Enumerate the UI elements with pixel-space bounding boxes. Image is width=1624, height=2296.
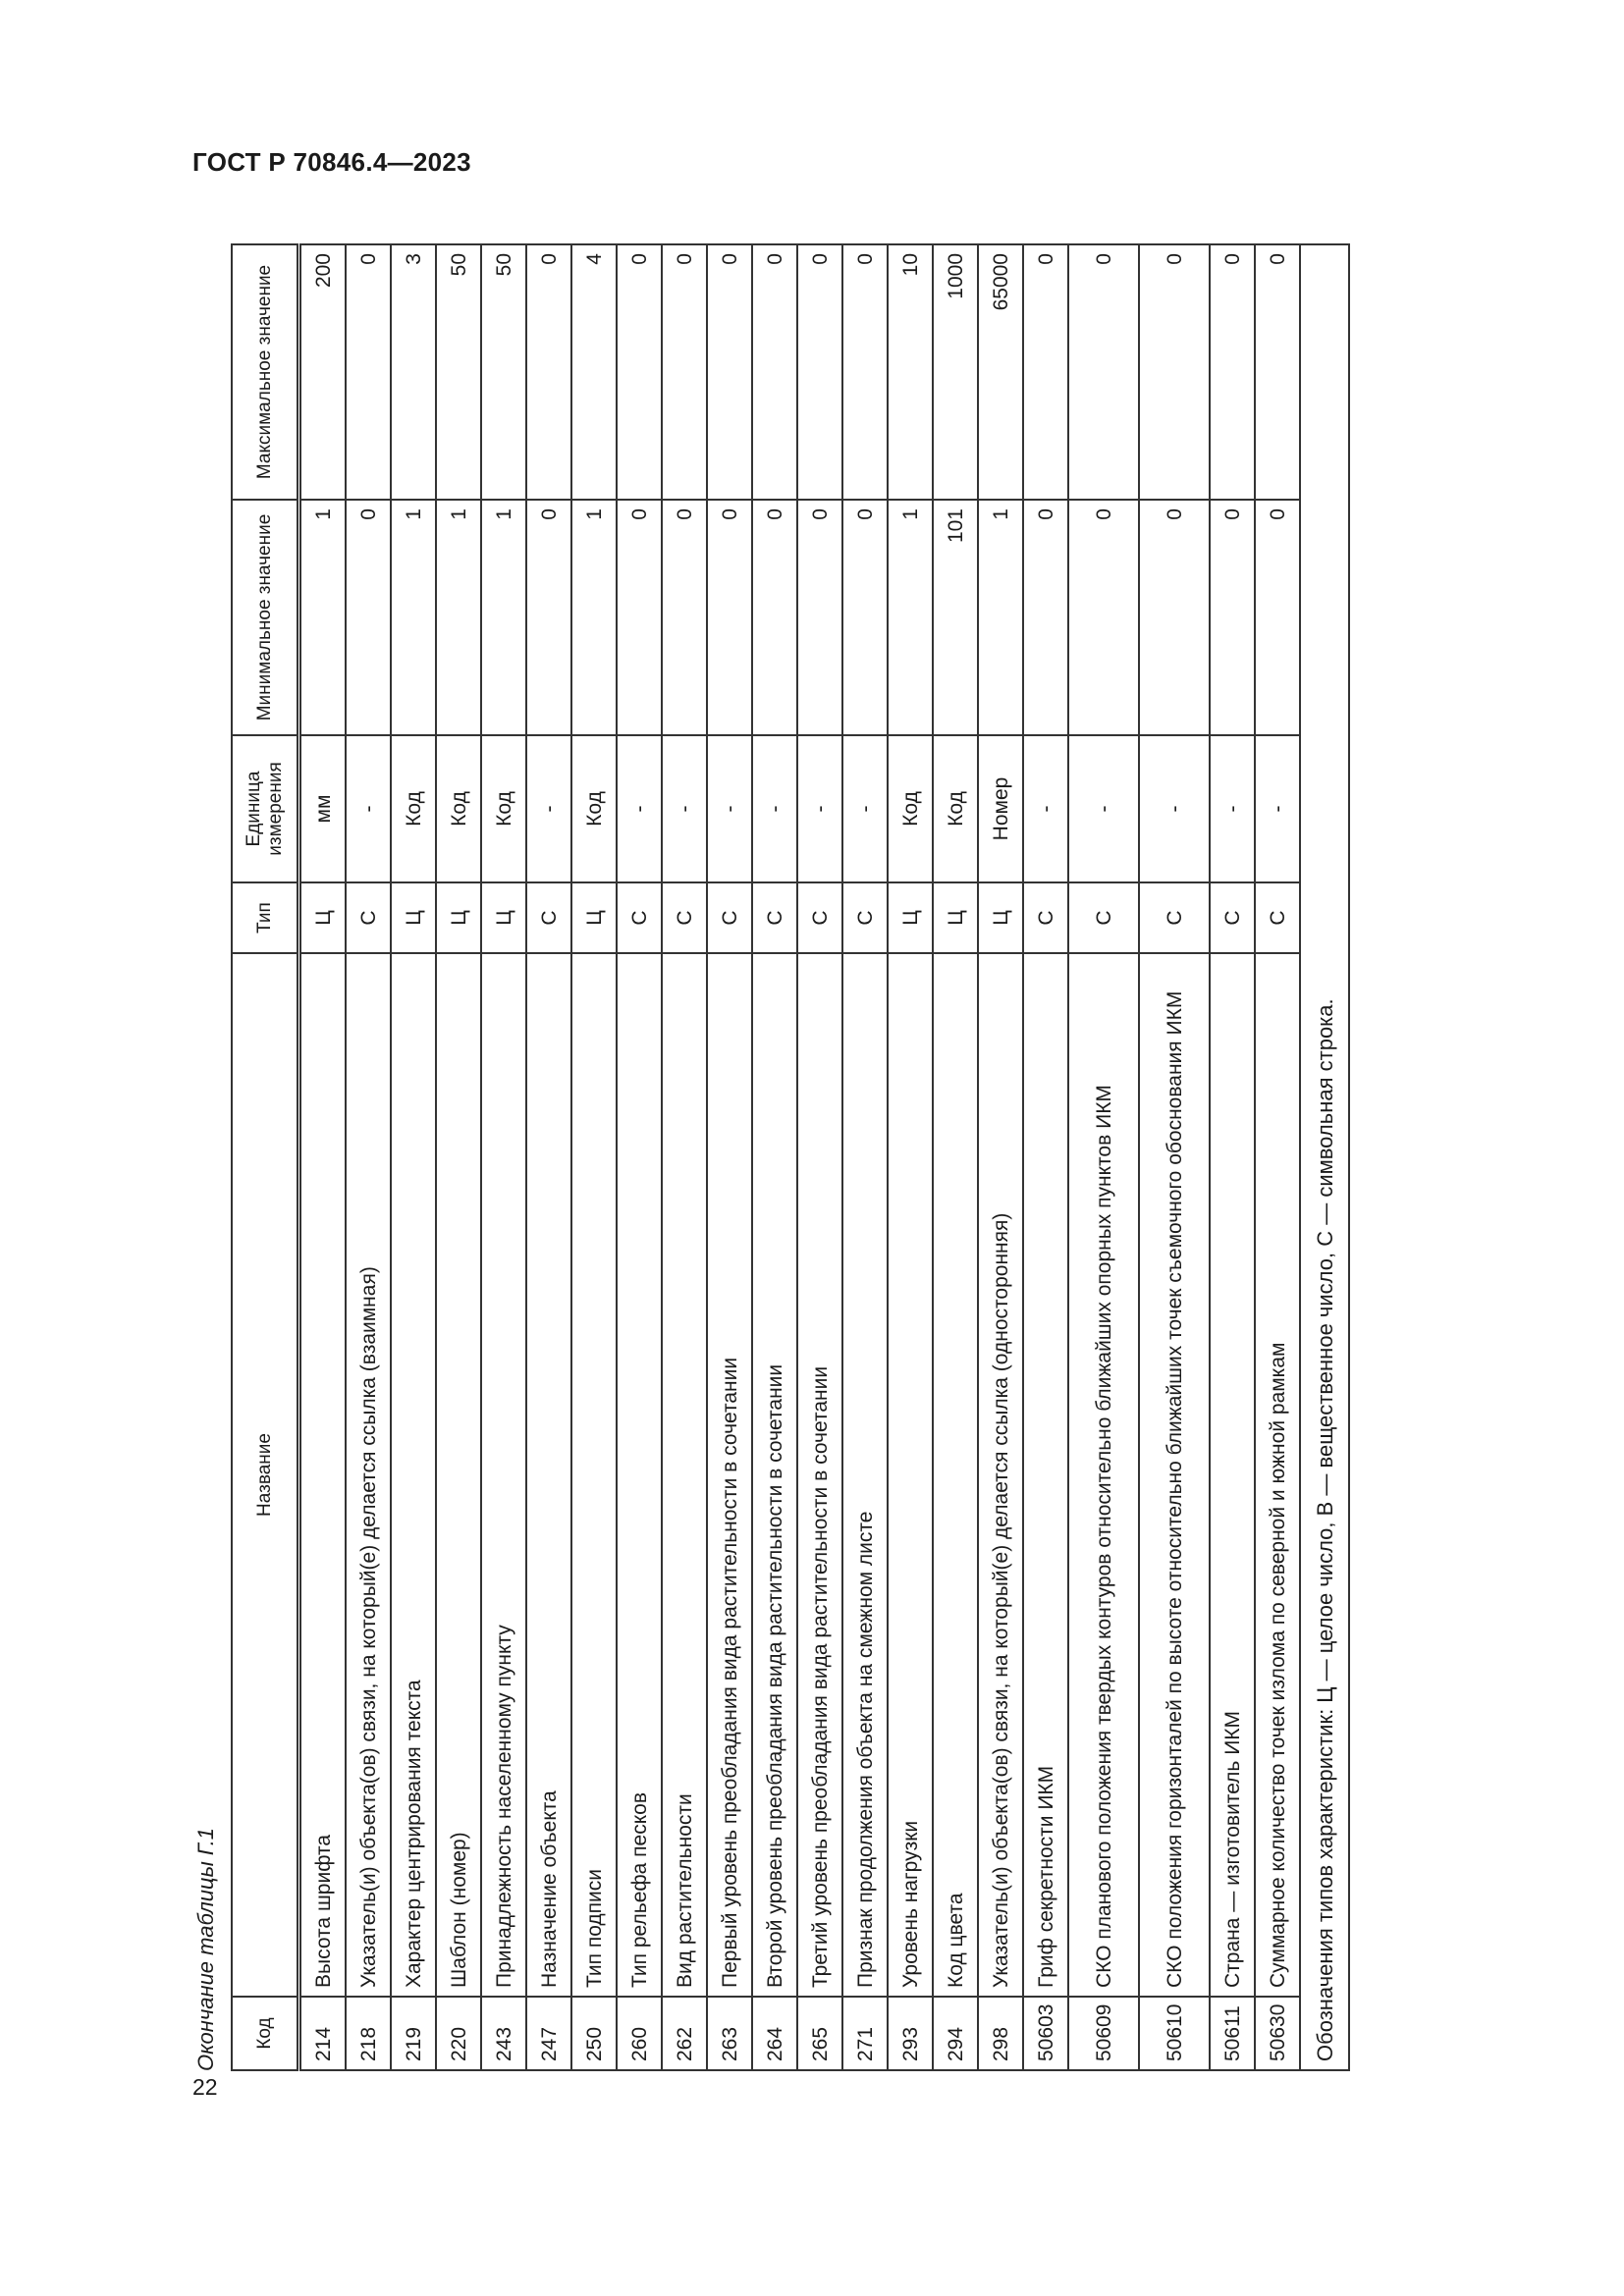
cell-unit: Код [391,735,436,882]
cell-type: С [346,882,391,953]
cell-type: С [617,882,662,953]
cell-name: Высота шрифта [299,953,347,1997]
cell-name: Второй уровень преобладания вида растительности в сочетании [752,953,797,1997]
cell-name: Гриф секретности ИКМ [1023,953,1068,1997]
cell-max: 0 [617,244,662,500]
table-row [571,244,617,2070]
table-row [752,244,797,2070]
cell-min: 1 [299,500,347,735]
header-unit: Единица измерения [232,735,299,882]
page-number: 22 [192,2074,218,2100]
cell-type: С [1210,882,1255,953]
cell-code: 50630 [1255,1997,1300,2070]
cell-type: Ц [888,882,933,953]
cell-type: Ц [978,882,1023,953]
cell-type: С [1255,882,1300,953]
table-row [1139,244,1210,2070]
cell-type: Ц [481,882,526,953]
cell-unit: Номер [978,735,1023,882]
cell-code: 250 [571,1997,617,2070]
cell-max: 10 [888,244,933,500]
cell-max: 3 [391,244,436,500]
cell-name: Страна — изготовитель ИКМ [1210,953,1255,1997]
characteristics-table [231,243,1350,2071]
cell-max: 0 [1068,244,1139,500]
cell-unit: - [707,735,752,882]
cell-name: Первый уровень преобладания вида растительности в сочетании [707,953,752,1997]
cell-max: 50 [436,244,481,500]
header-code: Код [232,1997,299,2070]
cell-max: 50 [481,244,526,500]
cell-code: 262 [662,1997,707,2070]
cell-max: 1000 [933,244,978,500]
cell-type: Ц [299,882,347,953]
cell-max: 0 [752,244,797,500]
cell-unit: - [797,735,842,882]
cell-min: 0 [707,500,752,735]
cell-unit: - [842,735,888,882]
cell-max: 4 [571,244,617,500]
table-row [299,244,347,2070]
cell-min: 1 [391,500,436,735]
table-row [436,244,481,2070]
cell-unit: - [752,735,797,882]
table-row [888,244,933,2070]
cell-name: Вид растительности [662,953,707,1997]
table-row [481,244,526,2070]
cell-type: С [1023,882,1068,953]
header-max: Максимальное значение [232,244,299,500]
cell-unit: - [1023,735,1068,882]
cell-name: Тип подписи [571,953,617,1997]
cell-code: 298 [978,1997,1023,2070]
cell-unit: - [1210,735,1255,882]
cell-max: 0 [842,244,888,500]
cell-min: 0 [617,500,662,735]
table-row [1023,244,1068,2070]
cell-min: 1 [481,500,526,735]
cell-type: Ц [436,882,481,953]
cell-max: 0 [662,244,707,500]
cell-max: 0 [1210,244,1255,500]
cell-min: 0 [752,500,797,735]
cell-code: 294 [933,1997,978,2070]
cell-code: 219 [391,1997,436,2070]
cell-name: Признак продолжения объекта на смежном листе [842,953,888,1997]
table-row [797,244,842,2070]
cell-code: 50609 [1068,1997,1139,2070]
cell-name: Шаблон (номер) [436,953,481,1997]
rotated-table-block [191,245,1438,2071]
table-row [842,244,888,2070]
cell-min: 0 [1139,500,1210,735]
cell-code: 50610 [1139,1997,1210,2070]
cell-name: Уровень нагрузки [888,953,933,1997]
cell-code: 247 [526,1997,571,2070]
cell-type: С [1139,882,1210,953]
cell-code: 50603 [1023,1997,1068,2070]
cell-unit: - [662,735,707,882]
cell-min: 1 [571,500,617,735]
table-footnote-row [1300,244,1349,2070]
cell-type: Ц [391,882,436,953]
table-caption: Окончание таблицы Г.1 [193,1828,218,2071]
cell-code: 263 [707,1997,752,2070]
table-row [707,244,752,2070]
table-row [617,244,662,2070]
cell-type: Ц [571,882,617,953]
cell-max: 0 [797,244,842,500]
cell-max: 65000 [978,244,1023,500]
cell-type: Ц [933,882,978,953]
cell-max: 0 [1255,244,1300,500]
cell-min: 0 [662,500,707,735]
cell-min: 101 [933,500,978,735]
cell-min: 0 [526,500,571,735]
table-row [933,244,978,2070]
cell-min: 1 [888,500,933,735]
cell-unit: - [1255,735,1300,882]
cell-name: Третий уровень преобладания вида растительности в сочетании [797,953,842,1997]
cell-name: СКО положения горизонталей по высоте относительно ближайших точек съемочного обоснования ИКМ [1139,953,1210,1997]
cell-min: 0 [1255,500,1300,735]
cell-unit: Код [436,735,481,882]
header-type: Тип [232,882,299,953]
cell-max: 200 [299,244,347,500]
cell-unit: - [617,735,662,882]
cell-type: С [662,882,707,953]
cell-min: 0 [797,500,842,735]
cell-type: С [526,882,571,953]
cell-unit: Код [933,735,978,882]
cell-max: 0 [346,244,391,500]
cell-min: 0 [1068,500,1139,735]
cell-type: С [707,882,752,953]
cell-code: 50611 [1210,1997,1255,2070]
table-row [1255,244,1300,2070]
table-row [391,244,436,2070]
document-header: ГОСТ Р 70846.4—2023 [192,147,471,177]
cell-type: С [752,882,797,953]
table-row [662,244,707,2070]
cell-name: Суммарное количество точек излома по северной и южной рамкам [1255,953,1300,1997]
cell-min: 1 [436,500,481,735]
cell-name: Тип рельефа песков [617,953,662,1997]
cell-name: Указатель(и) объекта(ов) связи, на который(е) делается ссылка (взаимная) [346,953,391,1997]
cell-name: Код цвета [933,953,978,1997]
cell-code: 271 [842,1997,888,2070]
cell-max: 0 [707,244,752,500]
cell-max: 0 [1139,244,1210,500]
cell-unit: Код [888,735,933,882]
cell-name: Указатель(и) объекта(ов) связи, на который(е) делается ссылка (односторонняя) [978,953,1023,1997]
cell-code: 260 [617,1997,662,2070]
cell-code: 214 [299,1997,347,2070]
table-row [978,244,1023,2070]
cell-name: Назначение объекта [526,953,571,1997]
cell-min: 0 [1210,500,1255,735]
cell-unit: мм [299,735,347,882]
cell-name: СКО планового положения твердых контуров относительно ближайших опорных пунктов ИКМ [1068,953,1139,1997]
table-footnote: Обозначения типов характеристик: Ц — целое число, В — вещественное число, С — символьная строка. [1300,244,1349,2070]
cell-unit: Код [571,735,617,882]
cell-code: 264 [752,1997,797,2070]
cell-code: 218 [346,1997,391,2070]
cell-name: Характер центрирования текста [391,953,436,1997]
cell-type: С [797,882,842,953]
cell-min: 1 [978,500,1023,735]
header-name: Название [232,953,299,1997]
cell-code: 220 [436,1997,481,2070]
cell-name: Принадлежность населенному пункту [481,953,526,1997]
cell-min: 0 [1023,500,1068,735]
cell-min: 0 [346,500,391,735]
cell-unit: Код [481,735,526,882]
header-min: Минимальное значение [232,500,299,735]
table-row [526,244,571,2070]
cell-unit: - [1139,735,1210,882]
cell-max: 0 [526,244,571,500]
table-row [346,244,391,2070]
cell-type: С [1068,882,1139,953]
table-row [1068,244,1139,2070]
table-row [1210,244,1255,2070]
cell-unit: - [1068,735,1139,882]
cell-type: С [842,882,888,953]
table-header-row [232,244,299,2070]
cell-code: 243 [481,1997,526,2070]
cell-unit: - [526,735,571,882]
cell-code: 265 [797,1997,842,2070]
cell-min: 0 [842,500,888,735]
cell-unit: - [346,735,391,882]
cell-code: 293 [888,1997,933,2070]
cell-max: 0 [1023,244,1068,500]
